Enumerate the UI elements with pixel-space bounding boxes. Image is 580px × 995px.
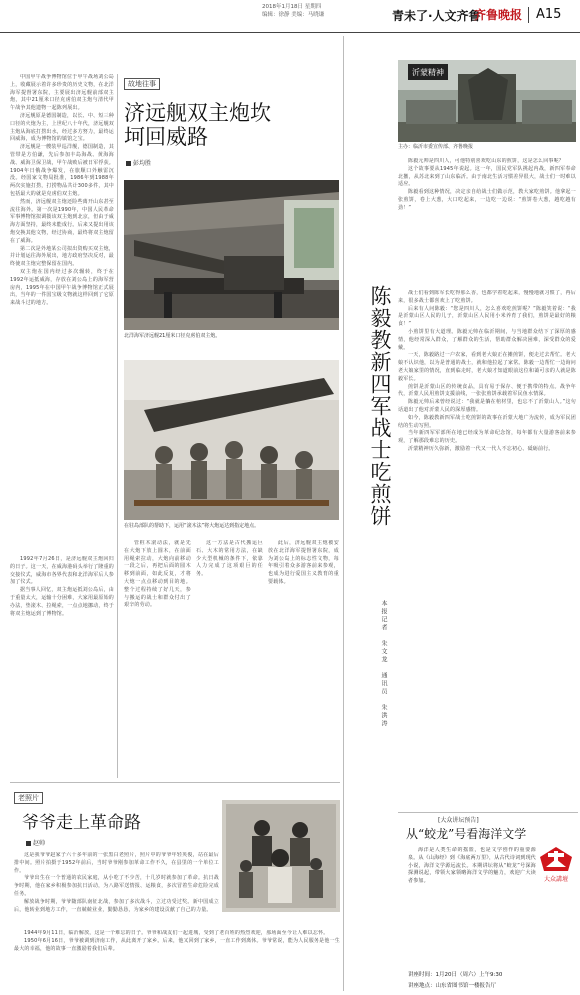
byline-marker-icon [26, 841, 31, 846]
header-date: 2018年1月18日 星期四 [262, 4, 322, 10]
paragraph: 陈毅看到这种情况，决定亲自给战士们做示范，教大家吃煎饼。他拿起一张煎饼，卷上大葱，大口吃起来，一边吃一边说：“煎饼卷大葱，越吃越有劲！” [398, 189, 576, 211]
paragraph: 小煎饼里有大道理。陈毅元帅在临沂期间，与当地群众结下了深厚的感情，他经常深入群众，了解群众的生活，帮助群众解决困难，深受群众的爱戴。 [398, 328, 576, 351]
moving-cannon-image [124, 360, 339, 520]
page-number: A15 [536, 7, 562, 22]
photo2-caption: 在驻岛部队的帮助下，运用“滚木法”将大炮运达到指定地点。 [124, 523, 260, 529]
paragraph: 沂蒙精神历久弥新，激励着一代又一代人不忘初心、砥砺前行。 [408, 445, 554, 452]
cannon-hall-image [124, 180, 339, 330]
story1-column-2 [124, 540, 191, 778]
family-portrait-image [222, 800, 340, 912]
paragraph: 第二次是外地某公司拟出资购买双主炮，并计划运往海外展出，地方政府坚决反对，最终使双主炮完整保留在国内。 [10, 245, 114, 268]
photo-moving-cannon [124, 360, 339, 520]
notice-time: 讲座时间：1月20日（周六）上午9:30 [408, 972, 503, 978]
paragraph: 1950年6月16日，爷爷被调到济南工作，从此离开了家乡。后来，他又回到了家乡，一直工作到离休。爷爷常说，能为人民服务是他一生最大的幸福，他的故事一直激励着我们后辈。 [14, 937, 340, 952]
monument-image [398, 60, 576, 142]
lecture-notice [398, 815, 580, 995]
logo-text: 大众講壇 [543, 876, 569, 883]
paragraph: 当年新四军军部所在地已经成为革命纪念馆，每年都有大量游客前来参观，了解那段难忘的历史。 [398, 430, 576, 445]
story3-text-top [398, 158, 576, 288]
notice-tag-text: 大众讲坛预告 [440, 817, 477, 824]
byline-text: 赵帅 [33, 840, 46, 847]
photo3-caption: 主办：临沂市委宣传部、齐鲁晚报 [398, 144, 474, 150]
paragraph: 爷爷出生在一个普通的农民家庭，从小吃了不少苦，十几岁时就参加了革命。抗日战争时期，他在家乡积极参加抗日活动，为八路军送情报、运粮食，多次冒着生命危险完成任务。 [14, 875, 219, 897]
paragraph: 1992年7月26日，是济远舰双主炮回归的日子。这一天，在威海港码头举行了隆重的交接仪式，威海市各界代表和北洋海军后人参加了仪式。 [10, 556, 114, 586]
paragraph: 中国甲午战争博物馆位于甲午战场刘公岛上，收藏展示着许多珍贵的历史文物，在北洋海军提督署东院，主要展出济远舰前部双主炮，其中21厘米口径克虏伯双主炮与清代甲午战争其他遗物一起陈列展出。 [10, 74, 114, 112]
paragraph: 这个故事要从1945年说起。这一年，国民党军队挑起内战，新四军奉命北撤，从苏北来到了山东临沂。由于南北生活习惯差异很大，战士们一时难以适应。 [398, 165, 576, 188]
story2-title: 爷爷走上革命路 [22, 813, 141, 833]
notice-title: 从“蛟龙”号看海洋文学 [406, 827, 527, 841]
paragraph: 后来有人问陈毅：“您是四川人，怎么喜欢吃煎饼呢？”陈毅笑着说：“我是沂蒙山区人民的儿子，沂蒙山区人民用小米养育了我们，煎饼是最好的粮食！” [398, 305, 576, 328]
story2-top-rule [10, 782, 340, 783]
paragraph: 管桩木滚动法，就是先在大炮下放上圆木，在前面用绳索拉动，大炮向前移动一段之后，再把后面的圆木移到前面，如此反复，才将大炮一点点移动到目的地。整个过程持续了好几天，参与搬运的战士和群众付出了艰辛的劳动。 [124, 540, 191, 609]
photo-monument [398, 60, 576, 142]
paragraph: 陈毅元帅是四川人，可他特别喜欢吃山东的煎饼，这是怎么回事呢？ [408, 158, 565, 164]
paragraph: 据当事人回忆，双主炮运抵刘公岛后，由于重量太大，运输十分困难，大家用最原始的办法，垫滚木、拉绳索，一点点地挪动，终于将双主炮运到了博物馆。 [10, 587, 114, 617]
lecture-logo-icon [538, 845, 574, 885]
paragraph: 济远舰原是德国制造，以长、中、短三种口径的火炮为主，上世纪八十年代，济远舰双主炮从海底打捞出水，经过多方努力，最终运回威海，成为博物馆的镇馆之宝。 [10, 112, 114, 143]
column-divider [117, 74, 118, 778]
notice-top-rule [398, 812, 578, 813]
paragraph: 一天，陈毅路过一户农家，看到老大娘正在摊煎饼，便走过去帮忙。老大娘不认识他，以为是普通的战士，就和他拉起了家常。陈毅一边帮忙一边询问老大娘家里的情况，直到临走时，老大娘才知道眼前这位和蔼可亲的人就是陈毅军长。 [398, 352, 576, 382]
story1-title: 济远舰双主炮坎坷回威路 [124, 101, 271, 149]
notice-tag: [大众讲坛预告] [438, 817, 479, 824]
paragraph: 战士们看到陈军长吃得那么香，也都学着吃起来，慢慢地就习惯了，再后来，很多战士都喜欢上了吃煎饼。 [398, 290, 576, 304]
story1-intro-column [10, 74, 114, 552]
story2-byline [26, 838, 45, 847]
paragraph: 解放战争时期，爷爷随部队南征北战，参加了多次战斗，立过功受过奖。新中国成立后，他转业到地方工作，一直兢兢业业，勤勤恳恳，为家乡的建设贡献了自己的力量。 [14, 898, 219, 913]
story1-tag: 故地往事 [124, 78, 160, 90]
paragraph: 济远舰是一艘装甲巡洋舰，德国制造，其管带是方伯谦，先后参加丰岛海战、黄海海战、威海卫保卫战，甲午战败后被日军俘获。1904年日俄战争爆发，在旅顺口外触雷沉没。经国家文物局批准，1986年到1988年两次实施打捞，打捞物品共计300多件，其中包括最大的就是克虏伯双主炮。 [10, 144, 114, 197]
header-meta [262, 3, 392, 19]
paragraph: 陈毅元帅后来曾经说过：“我就是躺在棺材里，也忘不了沂蒙山人。”这句话道出了他对沂蒙人民的深厚感情。 [398, 399, 576, 413]
story1-column-4 [268, 540, 339, 778]
notice-body [408, 847, 536, 957]
page-header [0, 0, 580, 33]
story3-byline: 本报记者 朱文龙 通讯员 朱洪涛 [380, 600, 387, 728]
paragraph: 这一方法是古代搬运巨石、大木的常用方法，在缺少大型机械的条件下，依靠人力完成了这项艰巨的任务。 [196, 540, 263, 578]
byline-marker-icon [126, 161, 131, 166]
story2-tag: 老照片 [14, 792, 43, 804]
header-editor: 编辑：徐静 美编：马晓谦 [262, 12, 325, 18]
photo-cannon-hall [124, 180, 339, 330]
byline-text: 彭均胜 [133, 160, 152, 167]
paragraph: 此后，济远舰双主炮被安放在北洋海军提督署东院，成为刘公岛上的标志性文物，每年吸引着众多游客前来参观，也成为进行爱国主义教育的重要载体。 [268, 540, 339, 585]
story3-title: 陈毅教新四军战士吃煎饼 [368, 285, 392, 527]
svg-text:沂蒙精神: 沂蒙精神 [412, 68, 444, 77]
paragraph: 这是我爷爷赵家子六十多年前的一张黑白老照片，照片中的爷爷年轻英俊，站在最后排中间。照片拍摄于1952年前后，当时爷爷刚参加革命工作不久，在县里的一个单位工作。 [14, 852, 219, 874]
story3-text-main [398, 290, 576, 808]
section-title: 青未了·人文齐鲁 [392, 9, 481, 23]
brand-logo: 齐鲁晚报 [474, 8, 523, 22]
story1-column-3 [196, 540, 263, 778]
paragraph: 1944年9月11日，临沂解放，这是一个难忘的日子。爷爷和战友们一起进城，受到了老百姓的热烈欢迎，那场面至今让人难以忘怀。 [24, 930, 329, 936]
paragraph: 如今，陈毅教新四军战士吃煎饼的故事在沂蒙大地广为流传，成为军民团结的生动写照。 [398, 414, 576, 429]
header-divider [528, 7, 529, 23]
story2-text-bottom [14, 930, 340, 992]
story1-byline [126, 158, 151, 167]
notice-place: 讲座地点：山东省图书馆一楼报告厅 [408, 983, 497, 989]
story2-text-top [14, 852, 219, 928]
column-divider [343, 36, 344, 991]
paragraph: 然而，济远舰双主炮还险些离开山东甚至流往海外。第一次是1990年，中国人民革命军事博物馆拟调拨该双主炮到北京，但由于威海方面坚持，最终未能成行。后来又提出用该炮交换其他文物，经过协商，最终将双主炮留在了威海。 [10, 198, 114, 244]
photo-family-portrait [222, 800, 340, 912]
paragraph: 煎饼是沂蒙山区的传统食品，具有易于保存、便于携带的特点。战争年代，沂蒙人民用煎饼支援前线，一张张煎饼承载着军民鱼水情深。 [398, 383, 576, 398]
story1-left-bottom-column [10, 556, 114, 778]
paragraph: 海洋是人类生命的摇篮，也是文学创作的重要源泉。从《山海经》到《海底两万里》，从古代诗词到现代小说，海洋文学源远流长。本期讲坛将从“蛟龙”号深海探测说起，带领大家领略海洋文学的魅力，欢迎广大读者参加。 [408, 847, 536, 885]
paragraph: 双主炮在国内经过多次辗转，终于在1992年运抵威海，存放在刘公岛上的海军营房内，1995年在中国甲午战争博物馆正式展出，当年的一件国宝级文物就这样回到了它原来战斗过的地方。 [10, 268, 114, 307]
photo1-caption: 北洋海军济远舰21厘米口径克虏伯双主炮。 [124, 333, 221, 339]
